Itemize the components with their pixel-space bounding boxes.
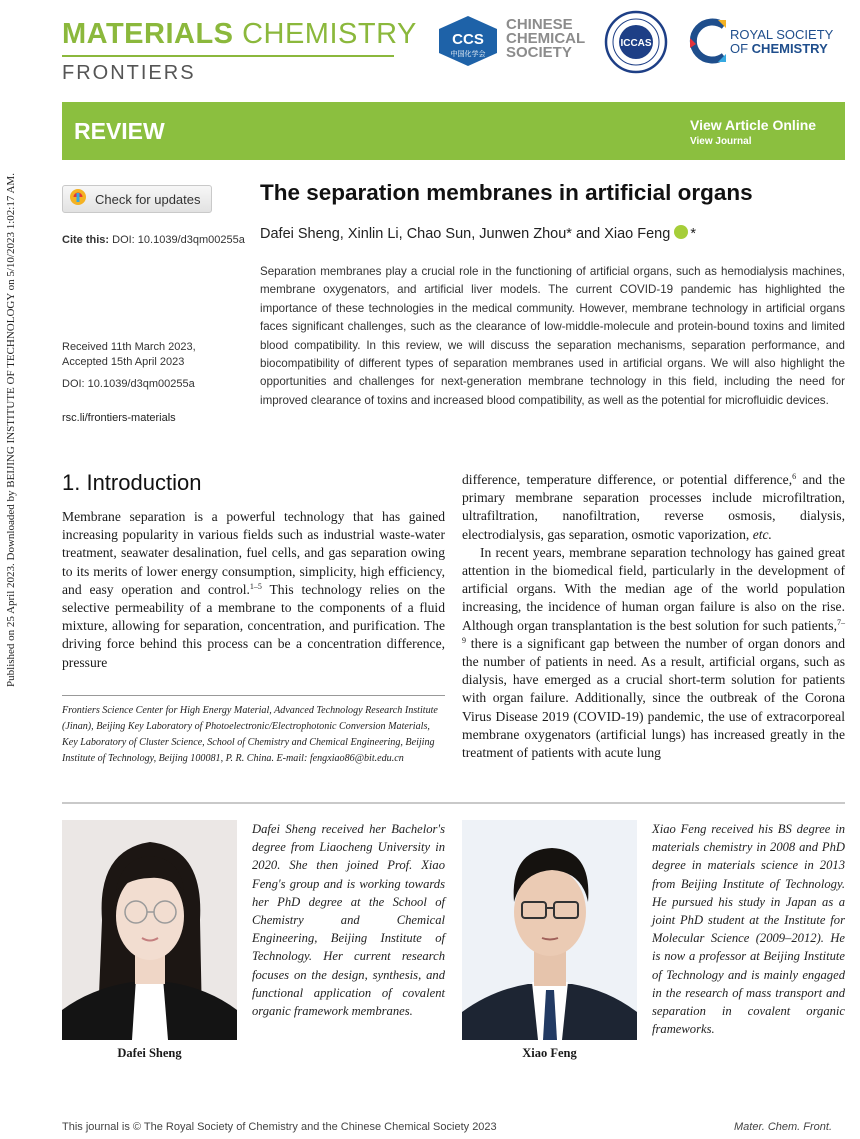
para3-text-b: there is a significant gap between the number of organ donors and the number of patients in need. As a result, artificial organs, such as dialysis, have emerged as a crucial short-term solution for patients with organ failure. Additionally, since the outbreak of the Corona Virus Disease 2019 (COVID-19) pandemic, the use of extracorporeal membrane oxygenators (artificial lungs) has increased greatly in the treatment of patients with acute lung <box>462 635 845 761</box>
rsc-society-name <box>730 28 833 56</box>
para2-etc: etc. <box>752 526 772 542</box>
rsc-name-line2 <box>730 42 833 56</box>
intro-paragraph-1-cont: This technology relies on the selective permeability of a membrane to the components of a fluid mixture, allowing for separation, concentration, and purification. The driving force behind this process can be a concentration difference, pressure <box>62 581 445 670</box>
journal-short-link[interactable]: rsc.li/frontiers-materials <box>62 412 176 424</box>
author-affiliation: Frontiers Science Center for High Energy Material, Advanced Technology Research Institute (Jinan), Beijing Key Laboratory of Photoelectronic/Electrophotonic Conversion Materials, Key Laboratory of Cluster Science, School of Chemistry and Chemical Engineering, Beijing Institute of Technology, Beijing 100081, P. R. China. E-mail: fengxiao86@bit.edu.cn <box>62 705 438 764</box>
intro-paragraph-3 <box>462 544 845 762</box>
crossmark-icon <box>69 188 87 211</box>
article-doi: DOI: 10.1039/d3qm00255a <box>62 378 195 390</box>
authors-tail: * <box>690 226 696 242</box>
cite-doi: DOI: 10.1039/d3qm00255a <box>112 234 245 246</box>
article-type-label: REVIEW <box>74 118 165 144</box>
ccs-logo-abbr: CCS <box>452 31 484 48</box>
para3-text-a: In recent years, membrane separation technology has gained great attention in the biomedical field, particularly in the development of artificial organs. With the median age of the world population increasing, the incidence of human organ failure is also on the rise. Although organ transplantation is the best solution for such patients, <box>462 544 845 633</box>
view-journal-link[interactable]: View Journal <box>690 136 752 147</box>
author-list <box>260 225 696 242</box>
rsc-name-of: OF <box>730 41 752 56</box>
view-article-online-link[interactable]: View Article Online <box>690 117 817 133</box>
rsc-name-chemistry: CHEMISTRY <box>751 41 828 56</box>
ref-citation[interactable]: 6 <box>792 472 797 481</box>
orcid-icon[interactable] <box>674 225 688 239</box>
journal-subtitle: FRONTIERS <box>62 62 196 84</box>
author-name-xiao-feng: Xiao Feng <box>522 1046 577 1060</box>
body-column-left <box>62 508 445 672</box>
cite-label: Cite this: <box>62 234 110 246</box>
accepted-date: Accepted 15th April 2023 <box>62 355 185 368</box>
body-column-right <box>462 471 845 762</box>
journal-title-bold: MATERIALS <box>62 18 234 50</box>
authors-text: Dafei Sheng, Xinlin Li, Chao Sun, Junwen Zhou* and Xiao Feng <box>260 226 671 242</box>
journal-title <box>62 18 417 51</box>
section-heading: 1. Introduction <box>62 470 202 495</box>
cite-this <box>62 234 245 246</box>
biography-xiao-feng: Xiao Feng received his BS degree in materials chemistry in 2008 and PhD degree in materials science in 2013 from Beijing Institute of Technology. He pursued his study in Japan as a joint PhD student at the Institute for Molecular Science (2009–2012). He is now a professor at Beijing Institute of Technology and is mainly engaged in the research of mass transport and separation in covalent organic frameworks. <box>652 822 845 1037</box>
article-title: The separation membranes in artificial organs <box>260 180 753 205</box>
biography-dafei-sheng: Dafei Sheng received her Bachelor's degree from Liaocheng University in 2020. She then joined Prof. Xiao Feng's group and is working towards her PhD degree at the School of Chemistry and Chemical Engineering, Beijing Institute of Technology. Her current research focuses on the design, synthesis, and functional application of covalent organic framework membranes. <box>252 822 445 1019</box>
author-photo-dafei-sheng <box>62 820 237 1040</box>
received-date: Received 11th March 2023, <box>62 341 196 353</box>
article-dates <box>62 340 196 369</box>
ccs-name-line3: SOCIETY <box>506 44 572 61</box>
affiliation-rule <box>62 695 445 696</box>
abstract: Separation membranes play a crucial role in the functioning of artificial organs, such as hemodialysis machines, membrane oxygenators, and artificial liver models. The current COVID-19 pandemic has highlighted the importance of these technologies in the medical community. However, membrane technology in artificial organs faces significant challenges, such as the clearance of low-middle-molecule and protein-bound toxins and limited blood compatibility. In this review, we will discuss the separation mechanisms, separation performance, and biocompatibility of different types of separation membranes used in artificial organs. We will also highlight the opportunities and challenges for next-generation membrane technology in this field, including the need for improved clearance of toxins and increased blood compatibility, as well as the potential for microfluidic devices. <box>260 265 845 407</box>
biography-divider <box>62 802 845 804</box>
ref-citation[interactable]: 1–5 <box>249 581 262 591</box>
para2-text-b: and the primary membrane separation processes include microfiltration, ultrafiltration, nanofiltration, reverse osmosis, dialysis, electrodialysis, gas separation, osmotic vaporization, <box>462 472 845 542</box>
author-photo-xiao-feng <box>462 820 637 1040</box>
ccs-logo <box>437 15 499 67</box>
copyright-footer: This journal is © The Royal Society of Chemistry and the Chinese Chemical Society 2023 <box>62 1121 497 1133</box>
ccs-logo-cn: 中国化学会 <box>450 50 486 58</box>
check-for-updates-button[interactable] <box>62 185 212 213</box>
publication-side-note <box>3 140 19 720</box>
iccas-logo <box>604 10 668 74</box>
author-name-dafei-sheng: Dafei Sheng <box>117 1046 182 1060</box>
ccs-society-name <box>506 18 585 60</box>
rsc-logo <box>688 18 728 64</box>
side-note-text: Published on 25 April 2023. Downloaded by BEIJING INSTITUTE OF TECHNOLOGY on 5/10/2023 1:02:17 AM. <box>5 173 17 687</box>
para2-text-a: difference, temperature difference, or potential difference, <box>462 472 793 487</box>
check-for-updates-label: Check for updates <box>95 191 201 207</box>
iccas-logo-abbr: ICCAS <box>620 38 652 49</box>
ref-citation[interactable]: 7–9 <box>462 617 845 645</box>
ccs-name-line1: CHINESE <box>506 16 573 33</box>
journal-abbreviation-footer: Mater. Chem. Front. <box>734 1121 833 1133</box>
journal-title-rule <box>62 55 394 57</box>
intro-paragraph-1: Membrane separation is a powerful technology that has gained increasing popularity in various fields such as industrial waste-water treatment, seawater desalination, fuel cells, and gas separation owing to its merits of lower energy consumption, simplicity, high efficiency, and easy operation and control. <box>62 509 445 597</box>
journal-title-light: CHEMISTRY <box>242 18 417 50</box>
intro-paragraph-2 <box>462 471 845 544</box>
rsc-name-line1: ROYAL SOCIETY <box>730 27 834 42</box>
ccs-name-line2: CHEMICAL <box>506 30 586 47</box>
